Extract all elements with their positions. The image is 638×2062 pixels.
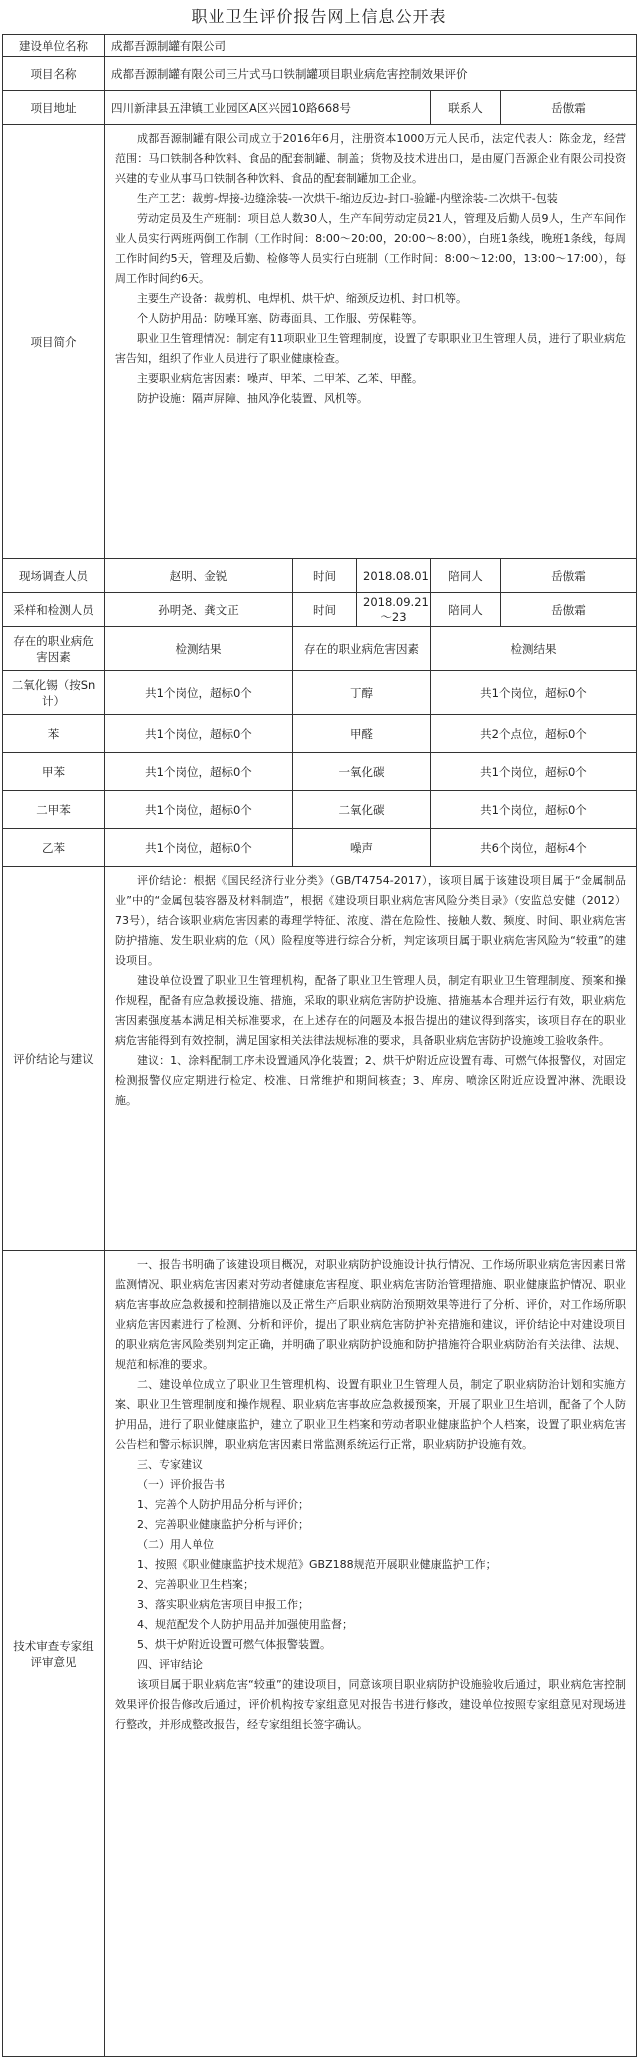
survey-row (3, 559, 637, 593)
hazard-factor: 乙苯 (3, 829, 105, 867)
sampling-row (3, 593, 637, 627)
contact-label: 联系人 (431, 91, 501, 125)
hazard-result: 共2个点位，超标0个 (431, 715, 637, 753)
sampling-escort-value: 岳傲霜 (501, 593, 637, 627)
hazard-result: 共1个岗位，超标0个 (431, 791, 637, 829)
expert-paragraph: 三、专家建议 (137, 1458, 203, 1471)
intro-label: 项目简介 (3, 125, 105, 559)
hazard-factor: 甲苯 (3, 753, 105, 791)
address-row (3, 91, 637, 125)
expert-paragraph: 二、建设单位成立了职业卫生管理机构、设置有职业卫生管理人员，制定了职业病防治计划和实施方案、职业卫生管理制度和操作规程、职业病危害事故应急救援预案，开展了职业卫生培训，配备了个人防护用品，进行了职业健康监护，建立了职业卫生档案和劳动者职业健康监护个人档案，设置了职业病危害公告栏和警示标识牌，职业病危害因素日常监测系统运行正常，职业病防护设施有效。 (115, 1378, 626, 1451)
hazards-header-row (3, 627, 637, 671)
hazards-col-factor: 存在的职业病危害因素 (3, 627, 105, 671)
expert-paragraph: 该项目属于职业病危害“较重”的建设项目，同意该项目职业病防护设施验收后通过，职业病危害控制效果评价报告修改后通过，评价机构按专家组意见对报告书进行修改，建设单位按照专家组意见对现场进行整改，并形成整改报告，经专家组组长签字确认。 (115, 1678, 626, 1731)
hazards-col-result-2: 检测结果 (431, 627, 637, 671)
expert-paragraph: 3、落实职业病危害项目申报工作； (137, 1598, 309, 1611)
table-row (3, 829, 637, 867)
sampling-time-value: 2018.09.21～23 (357, 593, 431, 627)
expert-paragraph: 四、评审结论 (137, 1658, 203, 1671)
survey-time-value: 2018.08.01 (357, 559, 431, 593)
survey-value: 赵明、金锐 (105, 559, 293, 593)
hazards-col-result: 检测结果 (105, 627, 293, 671)
hazards-table (2, 626, 637, 867)
expert-paragraph: 一、报告书明确了该建设项目概况，对职业病防护设施设计执行情况、工作场所职业病危害因素日常监测情况、职业病危害因素对劳动者健康危害程度、职业病危害防治管理措施、职业健康监护情况、职业病危害事故应急救援和控制措施以及正常生产后职业病防治预期效果等进行了分析、评价，对工作场所职业病危害因素进行了检测、分析和评价，提出了职业病危害防护补充措施和建议，评价结论中对建设项目的职业病危害风险类别判定正确，并明确了职业病防护设施和防护措施符合职业病防治有关法律、法规、规范和标准的要求。 (115, 1258, 626, 1371)
unit-label: 建设单位名称 (3, 35, 105, 57)
page-title: 职业卫生评价报告网上信息公开表 (191, 7, 447, 26)
sampling-time-label: 时间 (293, 593, 357, 627)
hazard-factor: 甲醛 (293, 715, 431, 753)
intro-paragraph: 主要职业病危害因素：噪声、甲苯、二甲苯、乙苯、甲醛。 (137, 372, 423, 385)
address-value: 四川新津县五津镇工业园区A区兴园10路668号 (105, 91, 431, 125)
hazard-factor: 二氧化锡（按Sn计） (3, 671, 105, 715)
project-row (3, 57, 637, 91)
conclusion-paragraph: 建议：1、涂料配制工序未设置通风净化装置；2、烘干炉附近应设置有毒、可燃气体报警仪，对固定检测报警仪应定期进行检定、校准、日常维护和期间核查；3、库房、喷涂区附近应设置冲淋、洗眼设施。 (115, 1054, 626, 1107)
intro-paragraph: 个人防护用品：防噪耳塞、防毒面具、工作服、劳保鞋等。 (137, 312, 423, 325)
intro-paragraph: 主要生产设备：裁剪机、电焊机、烘干炉、缩颈反边机、封口机等。 (137, 292, 467, 305)
table-row (3, 791, 637, 829)
sampling-escort-label: 陪同人 (431, 593, 501, 627)
expert-row (3, 1251, 637, 2057)
survey-label: 现场调查人员 (3, 559, 105, 593)
review-table (2, 866, 637, 2057)
intro-paragraph: 劳动定员及生产班制：项目总人数30人，生产车间劳动定员21人，管理及后勤人员9人，生产车间作业人员实行两班两倒工作制（工作时间：8:00～20:00，20:00～8:00），白班1条线，晚班1条线，每周工作时间约5天，管理及后勤、检修等人员实行白班制（工作时间：8:00～12:00，13:00～17:00），每周工作时间约6天。 (115, 212, 627, 285)
address-label: 项目地址 (3, 91, 105, 125)
intro-content (105, 125, 637, 559)
expert-paragraph: 1、完善个人防护用品分析与评价； (137, 1498, 309, 1511)
project-value: 成都吾源制罐有限公司三片式马口铁制罐项目职业病危害控制效果评价 (105, 57, 637, 91)
intro-paragraph: 职业卫生管理情况：制定有11项职业卫生管理制度，设置了专职职业卫生管理人员，进行了职业病危害告知，组织了作业人员进行了职业健康检查。 (115, 332, 627, 365)
hazard-result: 共1个岗位，超标0个 (105, 829, 293, 867)
survey-escort-value: 岳傲霜 (501, 559, 637, 593)
hazard-result: 共1个岗位，超标0个 (431, 753, 637, 791)
project-label: 项目名称 (3, 57, 105, 91)
expert-paragraph: 4、规范配发个人防护用品并加强使用监督； (137, 1618, 353, 1631)
hazard-result: 共1个岗位，超标0个 (105, 791, 293, 829)
hazard-result: 共1个岗位，超标0个 (431, 671, 637, 715)
hazard-result: 共1个岗位，超标0个 (105, 753, 293, 791)
expert-content (105, 1251, 637, 2057)
unit-row (3, 35, 637, 57)
intro-row (3, 125, 637, 559)
hazard-factor: 二甲苯 (3, 791, 105, 829)
expert-paragraph: 5、烘干炉附近设置可燃气体报警装置。 (137, 1638, 331, 1651)
expert-paragraph: 2、完善职业健康监护分析与评价； (137, 1518, 309, 1531)
table-row (3, 715, 637, 753)
contact-value: 岳傲霜 (501, 91, 637, 125)
expert-paragraph: （一）评价报告书 (137, 1478, 225, 1491)
expert-label: 技术审查专家组评审意见 (3, 1251, 105, 2057)
expert-paragraph: 1、按照《职业健康监护技术规范》GBZ188规范开展职业健康监护工作； (137, 1558, 497, 1571)
table-row (3, 671, 637, 715)
table-row (3, 753, 637, 791)
conclusion-row (3, 867, 637, 1251)
sampling-label: 采样和检测人员 (3, 593, 105, 627)
hazard-factor: 丁醇 (293, 671, 431, 715)
conclusion-label: 评价结论与建议 (3, 867, 105, 1251)
survey-escort-label: 陪同人 (431, 559, 501, 593)
expert-paragraph: 2、完善职业卫生档案； (137, 1578, 254, 1591)
hazard-result: 共1个岗位，超标0个 (105, 715, 293, 753)
hazard-factor: 苯 (3, 715, 105, 753)
intro-paragraph: 生产工艺：裁剪-焊接-边缝涂装-一次烘干-缩边反边-封口-验罐-内壁涂装-二次烘干-包装 (137, 192, 558, 205)
sampling-value: 孙明尧、龚文正 (105, 593, 293, 627)
conclusion-paragraph: 评价结论：根据《国民经济行业分类》（GB/T4754-2017），该项目属于该建设项目属于“金属制品业”中的“金属包装容器及材料制造”，根据《建设项目职业病危害风险分类目录》（安监总安健（2012）73号），结合该职业病危害因素的毒理学特征、浓度、潜在危险性、接触人数、频度、时间、职业病危害防护措施、发生职业病的危（风）险程度等进行综合分析，判定该项目属于职业病危害风险为“较重”的建设项目。 (115, 874, 626, 967)
conclusion-content (105, 867, 637, 1251)
hazard-factor: 二氧化碳 (293, 791, 431, 829)
hazard-result: 共6个岗位，超标4个 (431, 829, 637, 867)
expert-paragraph: （二）用人单位 (137, 1538, 214, 1551)
survey-time-label: 时间 (293, 559, 357, 593)
unit-value: 成都吾源制罐有限公司 (105, 35, 637, 57)
info-table (2, 34, 637, 627)
intro-paragraph: 防护设施：隔声屏障、抽风净化装置、风机等。 (137, 392, 368, 405)
conclusion-paragraph: 建设单位设置了职业卫生管理机构，配备了职业卫生管理人员，制定有职业卫生管理制度、预案和操作规程，配备有应急救援设施、措施，采取的职业病危害防护设施、措施基本合理并运行有效，职业病危害因素强度基本满足相关标准要求，在上述存在的问题及本报告提出的建议得到落实，该项目存在的职业病危害能得到有效控制，满足国家相关法律法规标准的要求，具备职业病危害防护设施竣工验收条件。 (115, 974, 626, 1047)
hazard-factor: 一氧化碳 (293, 753, 431, 791)
hazard-factor: 噪声 (293, 829, 431, 867)
intro-paragraph: 成都吾源制罐有限公司成立于2016年6月，注册资本1000万元人民币，法定代表人：陈金龙，经营范围：马口铁制各种饮料、食品的配套制罐、制盖；货物及技术进出口，是由厦门吾源企业有限公司投资兴建的专业从事马口铁制各种饮料、食品的配套制罐加工企业。 (115, 132, 627, 185)
hazards-col-factor-2: 存在的职业病危害因素 (293, 627, 431, 671)
hazard-result: 共1个岗位，超标0个 (105, 671, 293, 715)
